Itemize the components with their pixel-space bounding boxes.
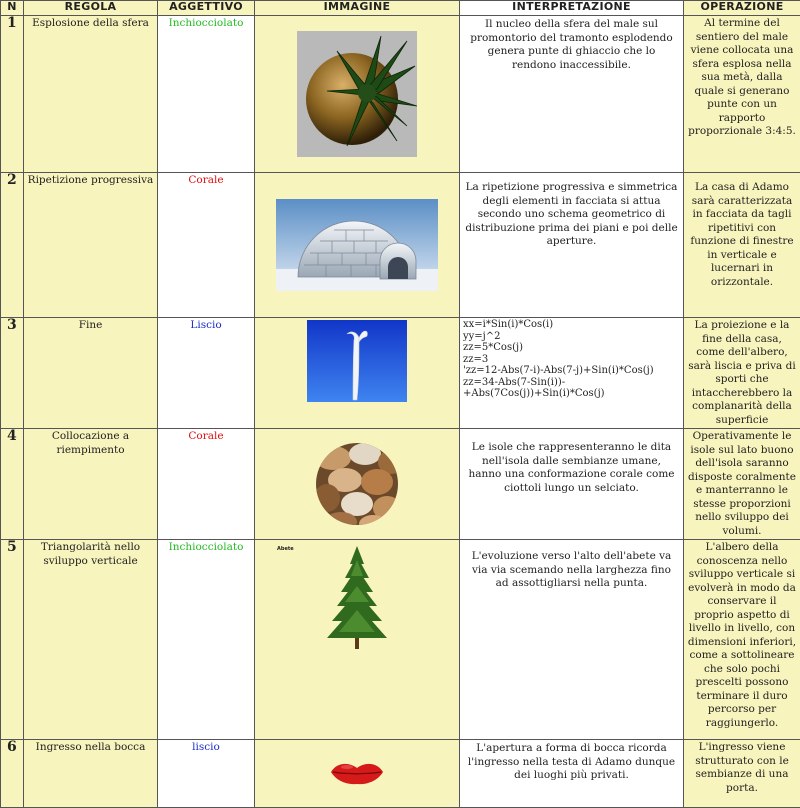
immagine-cell	[255, 173, 460, 318]
interpretazione-cell: Le isole che rappresenteranno le dita nell'isola dalle sembianze umane, hanno una conformazione corale come ciottoli lungo un selciato.	[460, 429, 684, 540]
row-number: 2	[1, 173, 24, 318]
table-row	[1, 318, 800, 429]
table-row	[1, 16, 800, 173]
regola-cell: Esplosione della sfera	[24, 16, 158, 173]
interpretazione-cell: Il nucleo della sfera del male sul promontorio del tramonto esplodendo genera punte di ghiaccio che lo rendono inaccessibile.	[460, 16, 684, 173]
interpretazione-cell: L'apertura a forma di bocca ricorda l'ingresso nella testa di Adamo dunque dei luoghi più privati.	[460, 740, 684, 808]
aggettivo-cell: Corale	[158, 173, 255, 318]
row-number: 3	[1, 318, 24, 429]
regola-cell: Fine	[24, 318, 158, 429]
regola-cell: Collocazione a riempimento	[24, 429, 158, 540]
interpretazione-cell: L'evoluzione verso l'alto dell'abete va via via scemando nella larghezza fino ad assottigliarsi nella punta.	[460, 540, 684, 740]
lips-sofa-image	[329, 760, 385, 786]
interpretazione-cell: xx=i*Sin(i)*Cos(i) yy=j^2 zz=5*Cos(j) zz=3 'zz=12-Abs(7-i)-Abs(7-j)+Sin(i)*Cos(j) zz=34-Abs(7-Sin(i))- +Abs(7Cos(j))+Sin(i)*Cos(j)	[460, 318, 684, 429]
regola-cell: Ingresso nella bocca	[24, 740, 158, 808]
header-operazione: OPERAZIONE	[684, 1, 800, 16]
aggettivo-cell: Inchiocciolato	[158, 16, 255, 173]
header-n: N	[1, 1, 24, 16]
immagine-cell	[255, 740, 460, 808]
image-caption: Abete	[277, 546, 294, 552]
pebbles-image	[315, 442, 399, 526]
header-interpretazione: INTERPRETAZIONE	[460, 1, 684, 16]
table-row	[1, 429, 800, 540]
immagine-cell	[255, 318, 460, 429]
header-regola: REGOLA	[24, 1, 158, 16]
table-row	[1, 540, 800, 740]
header-immagine: IMMAGINE	[255, 1, 460, 16]
operazione-cell: L'ingresso viene strutturato con le sembianze di una porta.	[684, 740, 800, 808]
row-number: 1	[1, 16, 24, 173]
table-row	[1, 740, 800, 808]
operazione-cell: L'albero della conoscenza nello sviluppo verticale si evolverà in modo da conservare il proprio aspetto di livello in livello, con dimensioni inferiori, come a sottolineare che solo pochi prescelti possono terminare il duro percorso per raggiungerlo.	[684, 540, 800, 740]
exploding-sphere-image	[297, 31, 417, 157]
aggettivo-cell: Liscio	[158, 318, 255, 429]
row-number: 5	[1, 540, 24, 740]
operazione-cell: La casa di Adamo sarà caratterizzata in facciata da tagli ripetitivi con funzione di finestre in verticale e lucernari in orizzontale.	[684, 173, 800, 318]
immagine-cell	[255, 540, 460, 740]
regola-cell: Triangolarità nello sviluppo verticale	[24, 540, 158, 740]
operazione-cell: Operativamente le isole sul lato buono dell'isola saranno disposte coralmente e manterranno le stesse proporzioni nello sviluppo dei volumi.	[684, 429, 800, 540]
header-aggettivo: AGGETTIVO	[158, 1, 255, 16]
smooth-sprout-image	[307, 320, 407, 402]
row-number: 6	[1, 740, 24, 808]
fir-tree-image	[317, 546, 397, 650]
table-row	[1, 173, 800, 318]
header-row	[1, 1, 800, 16]
operazione-cell: Al termine del sentiero del male viene collocata una sfera esplosa nella sua metà, dalla quale si generano punte con un rapporto proporzionale 3:4:5.	[684, 16, 800, 173]
aggettivo-cell: Inchiocciolato	[158, 540, 255, 740]
aggettivo-cell: liscio	[158, 740, 255, 808]
immagine-cell	[255, 429, 460, 540]
aggettivo-cell: Corale	[158, 429, 255, 540]
operazione-cell: La proiezione e la fine della casa, come dell'albero, sarà liscia e priva di sporti che intaccherebbero la complanarità della superficie	[684, 318, 800, 429]
regola-cell: Ripetizione progressiva	[24, 173, 158, 318]
immagine-cell	[255, 16, 460, 173]
igloo-image	[276, 199, 438, 291]
interpretazione-cell: La ripetizione progressiva e simmetrica degli elementi in facciata si attua secondo uno schema geometrico di distribuzione prima dei piani e poi delle aperture.	[460, 173, 684, 318]
row-number: 4	[1, 429, 24, 540]
